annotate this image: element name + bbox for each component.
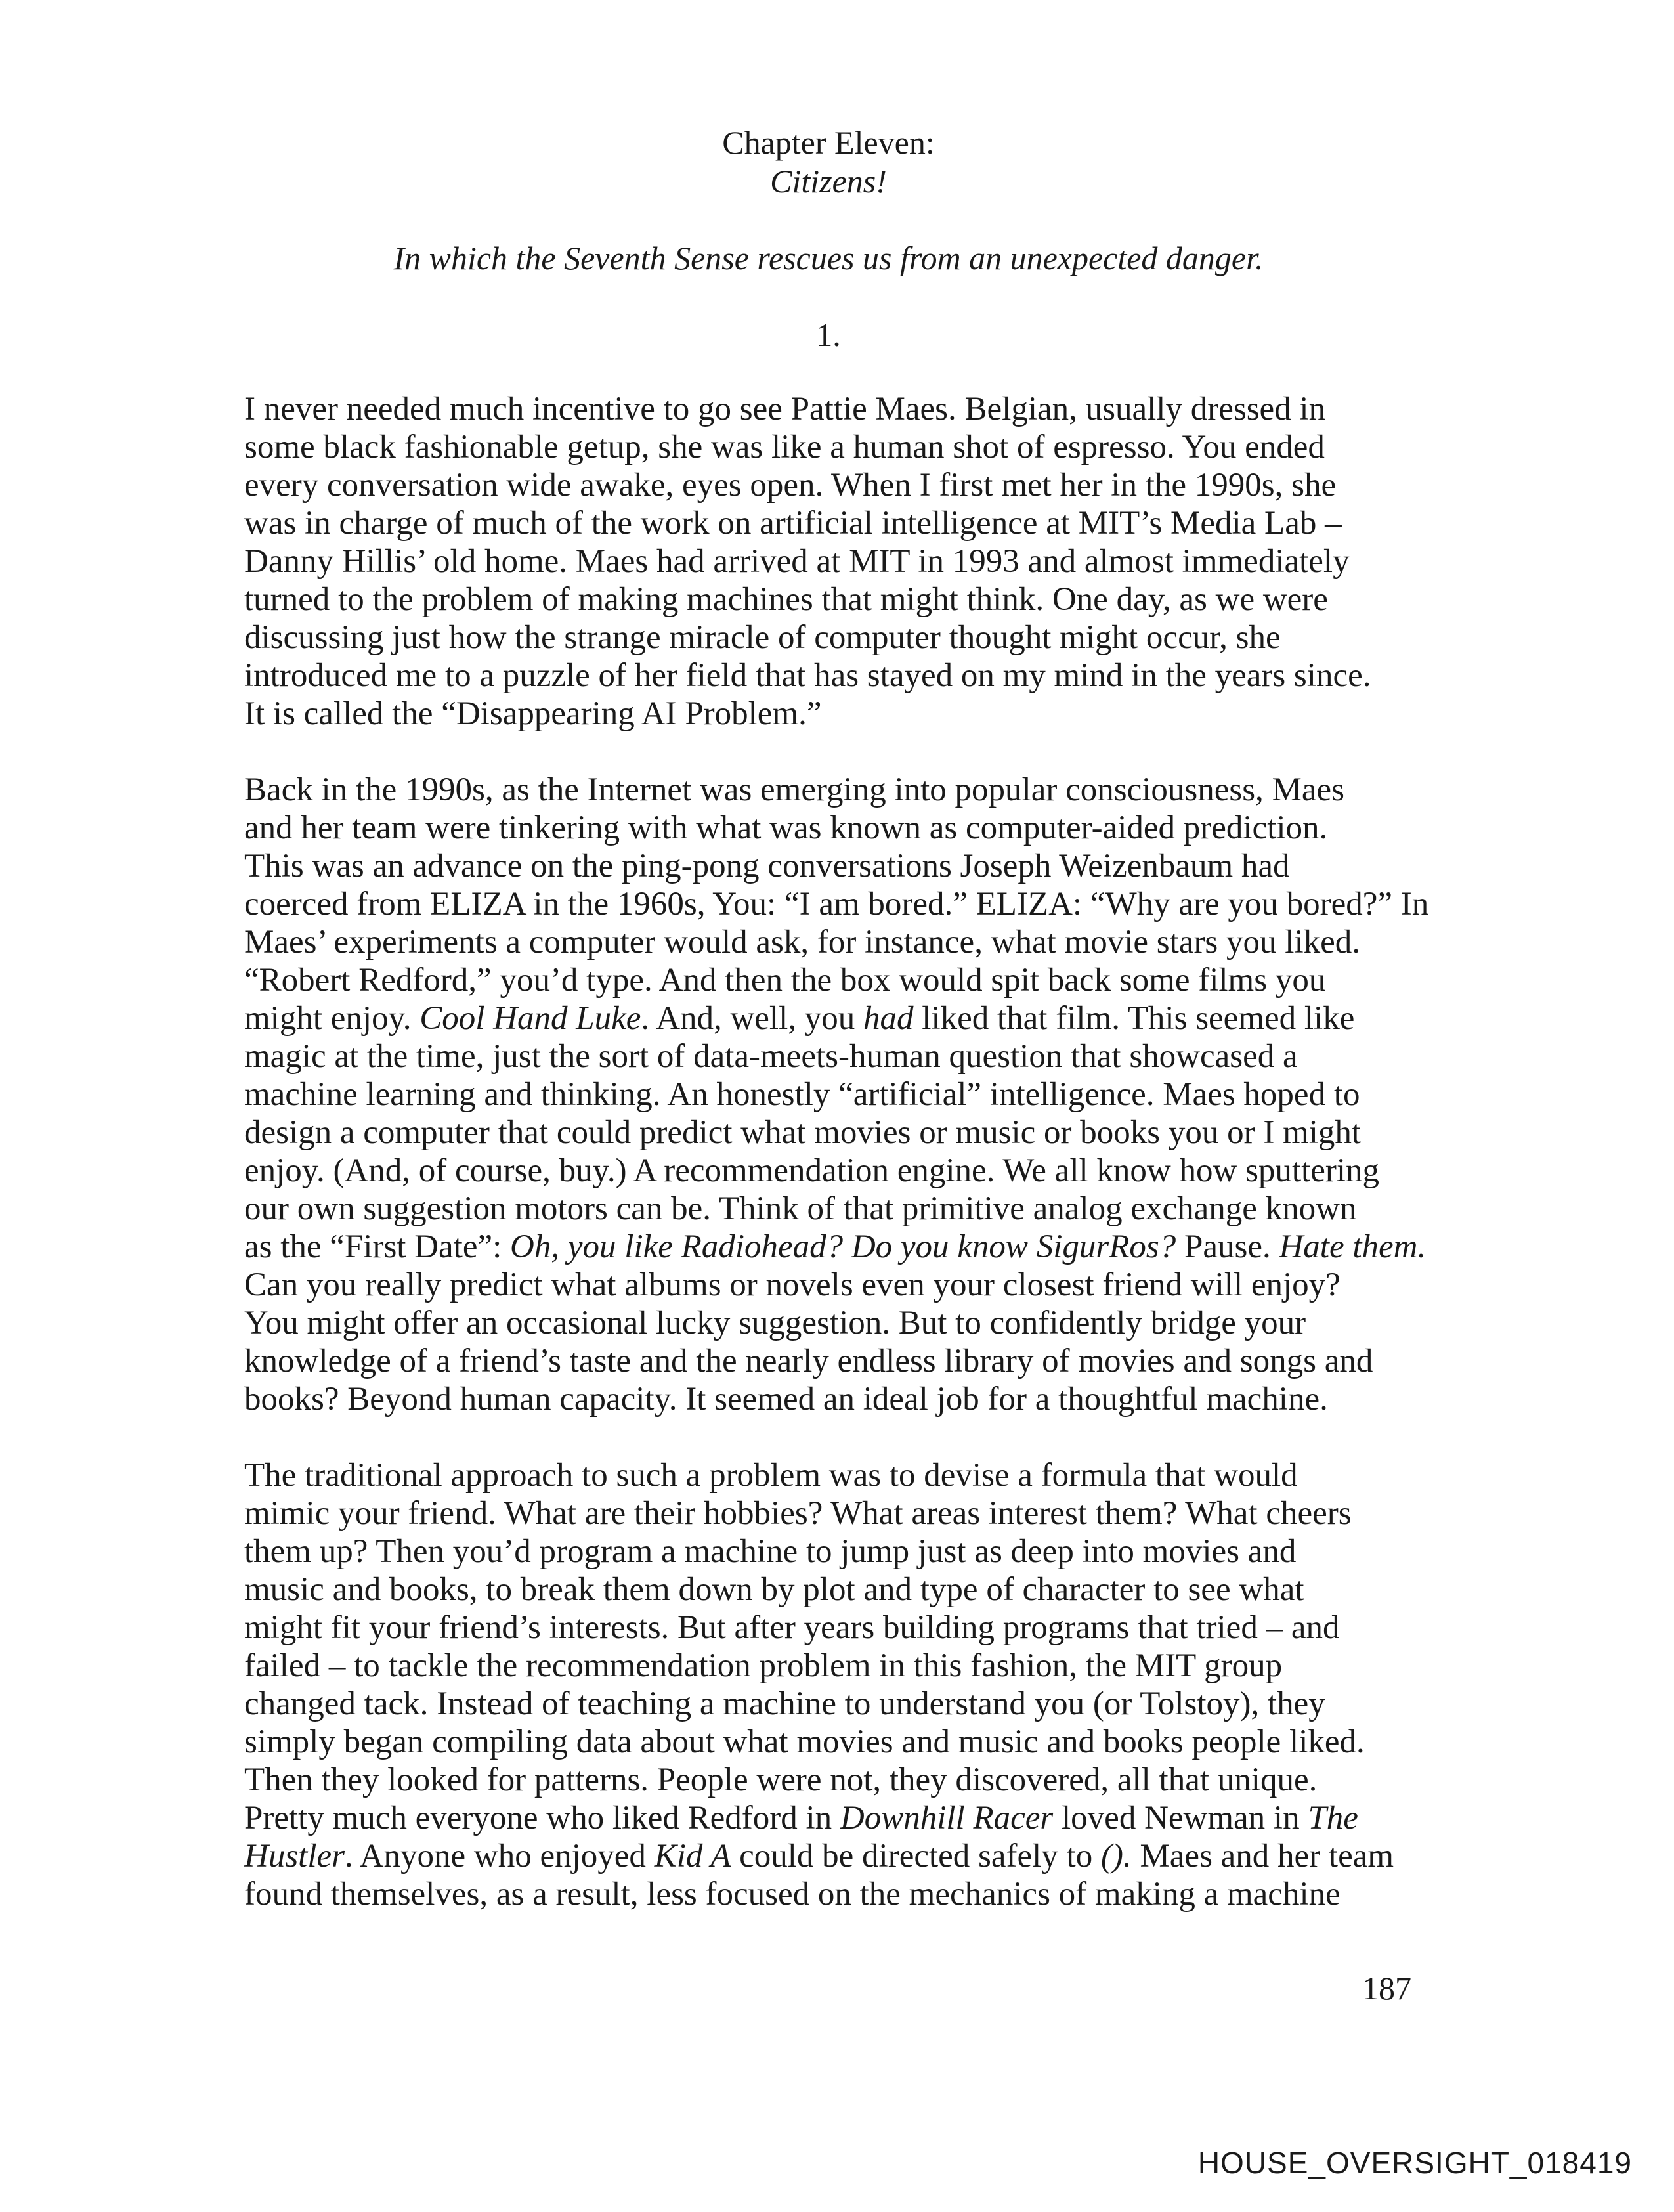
text-line bbox=[244, 1380, 1428, 1418]
text-line bbox=[244, 1342, 1428, 1380]
text-run: them up? Then you’d program a machine to jump just as deep into movies and bbox=[244, 1533, 1297, 1570]
text-run: books? Beyond human capacity. It seemed an ideal job for a thoughtful machine. bbox=[244, 1381, 1328, 1418]
text-run: liked that film. This seemed like bbox=[913, 1000, 1355, 1037]
text-run: every conversation wide awake, eyes open. When I first met her in the 1990s, she bbox=[244, 467, 1337, 504]
text-run: . Anyone who enjoyed bbox=[345, 1838, 655, 1875]
text-line bbox=[244, 580, 1428, 618]
text-run: Pause. bbox=[1176, 1228, 1279, 1265]
text-run: Danny Hillis’ old home. Maes had arrived at MIT in 1993 and almost immediately bbox=[244, 543, 1350, 580]
text-line bbox=[244, 1647, 1428, 1685]
text-run: loved Newman in bbox=[1053, 1800, 1308, 1836]
text-run: Pretty much everyone who liked Redford in bbox=[244, 1800, 840, 1836]
italic-text: Cool Hand Luke bbox=[419, 1000, 641, 1037]
text-run: and her team were tinkering with what was known as computer-aided prediction. bbox=[244, 810, 1328, 846]
chapter-epigraph: In which the Seventh Sense rescues us from an unexpected danger. bbox=[393, 240, 1264, 276]
paragraph bbox=[244, 390, 1428, 733]
text-line bbox=[244, 428, 1428, 466]
text-line bbox=[244, 1875, 1428, 1913]
text-line bbox=[244, 618, 1428, 657]
text-run: design a computer that could predict what movies or music or books you or I might bbox=[244, 1114, 1362, 1151]
text-line bbox=[244, 1152, 1428, 1190]
text-line bbox=[244, 809, 1428, 847]
italic-text: Downhill Racer bbox=[840, 1800, 1054, 1836]
text-run: failed – to tackle the recommendation problem in this fashion, the MIT group bbox=[244, 1647, 1283, 1684]
bates-stamp: HOUSE_OVERSIGHT_018419 bbox=[1197, 2146, 1632, 2180]
italic-text: The bbox=[1308, 1800, 1358, 1836]
text-run: enjoy. (And, of course, buy.) A recommendation engine. We all know how sputtering bbox=[244, 1152, 1380, 1189]
text-line bbox=[244, 885, 1428, 923]
text-run: “Robert Redford,” you’d type. And then the box would spit back some films you bbox=[244, 962, 1326, 999]
text-line bbox=[244, 504, 1428, 542]
text-line bbox=[244, 1075, 1428, 1114]
text-run: The traditional approach to such a problem was to devise a formula that would bbox=[244, 1457, 1298, 1494]
text-run: as the “First Date”: bbox=[244, 1228, 511, 1265]
text-line bbox=[244, 1190, 1428, 1228]
text-run: changed tack. Instead of teaching a machine to understand you (or Tolstoy), they bbox=[244, 1685, 1325, 1722]
text-run: found themselves, as a result, less focused on the mechanics of making a machine bbox=[244, 1876, 1341, 1913]
text-line bbox=[244, 1114, 1428, 1152]
text-line bbox=[244, 1532, 1428, 1571]
text-run: Maes’ experiments a computer would ask, for instance, what movie stars you liked. bbox=[244, 924, 1361, 961]
text-run: was in charge of much of the work on artificial intelligence at MIT’s Media Lab – bbox=[244, 505, 1342, 542]
text-run: It is called the “Disappearing AI Problem.” bbox=[244, 695, 822, 732]
text-run: introduced me to a puzzle of her field that has stayed on my mind in the years since. bbox=[244, 657, 1371, 694]
text-line bbox=[244, 923, 1428, 961]
text-run: some black fashionable getup, she was like a human shot of espresso. You ended bbox=[244, 429, 1325, 466]
italic-text: had bbox=[863, 1000, 914, 1037]
text-run: music and books, to break them down by plot and type of character to see what bbox=[244, 1571, 1304, 1608]
text-line bbox=[244, 466, 1428, 504]
text-run: Back in the 1990s, as the Internet was emerging into popular consciousness, Maes bbox=[244, 771, 1345, 808]
text-line bbox=[244, 847, 1428, 885]
text-run: This was an advance on the ping-pong conversations Joseph Weizenbaum had bbox=[244, 848, 1290, 884]
text-run: Can you really predict what albums or novels even your closest friend will enjoy? bbox=[244, 1267, 1341, 1303]
text-line bbox=[244, 961, 1428, 999]
paragraph-break bbox=[244, 733, 1428, 771]
text-run: turned to the problem of making machines that might think. One day, as we were bbox=[244, 581, 1328, 618]
text-run: machine learning and thinking. An honestly “artificial” intelligence. Maes hoped to bbox=[244, 1076, 1360, 1113]
text-line bbox=[244, 390, 1428, 428]
italic-text: (). bbox=[1100, 1838, 1132, 1875]
section-number: 1. bbox=[816, 316, 841, 353]
italic-text: Kid A bbox=[654, 1838, 731, 1875]
text-line bbox=[244, 695, 1428, 733]
text-run: discussing just how the strange miracle of computer thought might occur, she bbox=[244, 619, 1281, 656]
text-run: coerced from ELIZA in the 1960s, You: “I am bored.” ELIZA: “Why are you bored?” In bbox=[244, 886, 1429, 922]
text-run: knowledge of a friend’s taste and the nearly endless library of movies and songs and bbox=[244, 1343, 1373, 1379]
body-text bbox=[244, 390, 1428, 1913]
text-run: magic at the time, just the sort of data-meets-human question that showcased a bbox=[244, 1038, 1298, 1075]
text-line bbox=[244, 999, 1428, 1037]
text-line bbox=[244, 1494, 1428, 1532]
text-line bbox=[244, 1685, 1428, 1723]
paragraph bbox=[244, 1456, 1428, 1913]
paragraph-break bbox=[244, 1418, 1428, 1456]
text-run: could be directed safely to bbox=[731, 1838, 1101, 1875]
text-line bbox=[244, 657, 1428, 695]
text-line bbox=[244, 1304, 1428, 1342]
text-run: might fit your friend’s interests. But after years building programs that tried – and bbox=[244, 1609, 1340, 1646]
italic-text: Hate them. bbox=[1279, 1228, 1427, 1265]
text-line bbox=[244, 1266, 1428, 1304]
text-line bbox=[244, 771, 1428, 809]
text-run: might enjoy. bbox=[244, 1000, 420, 1037]
text-line bbox=[244, 1037, 1428, 1075]
text-run: mimic your friend. What are their hobbies? What areas interest them? What cheers bbox=[244, 1495, 1352, 1532]
text-line bbox=[244, 1837, 1428, 1875]
italic-text: Oh, you like Radiohead? Do you know SigurRos? bbox=[510, 1228, 1176, 1265]
text-line bbox=[244, 1723, 1428, 1761]
text-line bbox=[244, 1761, 1428, 1799]
page-number: 187 bbox=[1362, 1970, 1411, 2006]
text-run: I never needed much incentive to go see Pattie Maes. Belgian, usually dressed in bbox=[244, 391, 1326, 427]
text-line bbox=[244, 542, 1428, 580]
text-run: Then they looked for patterns. People were not, they discovered, all that unique. bbox=[244, 1762, 1318, 1798]
chapter-title: Citizens! bbox=[770, 163, 887, 200]
paragraph bbox=[244, 771, 1428, 1418]
italic-text: Hustler bbox=[244, 1838, 345, 1875]
text-line bbox=[244, 1456, 1428, 1494]
chapter-heading: Chapter Eleven: bbox=[722, 124, 935, 161]
text-line bbox=[244, 1228, 1428, 1266]
text-run: our own suggestion motors can be. Think of that primitive analog exchange known bbox=[244, 1190, 1357, 1227]
text-run: simply began compiling data about what movies and music and books people liked. bbox=[244, 1724, 1365, 1760]
text-line bbox=[244, 1799, 1428, 1837]
text-run: . And, well, you bbox=[641, 1000, 863, 1037]
text-line bbox=[244, 1609, 1428, 1647]
text-run: You might offer an occasional lucky suggestion. But to confidently bridge your bbox=[244, 1305, 1306, 1341]
text-line bbox=[244, 1571, 1428, 1609]
text-run: Maes and her team bbox=[1131, 1838, 1394, 1875]
